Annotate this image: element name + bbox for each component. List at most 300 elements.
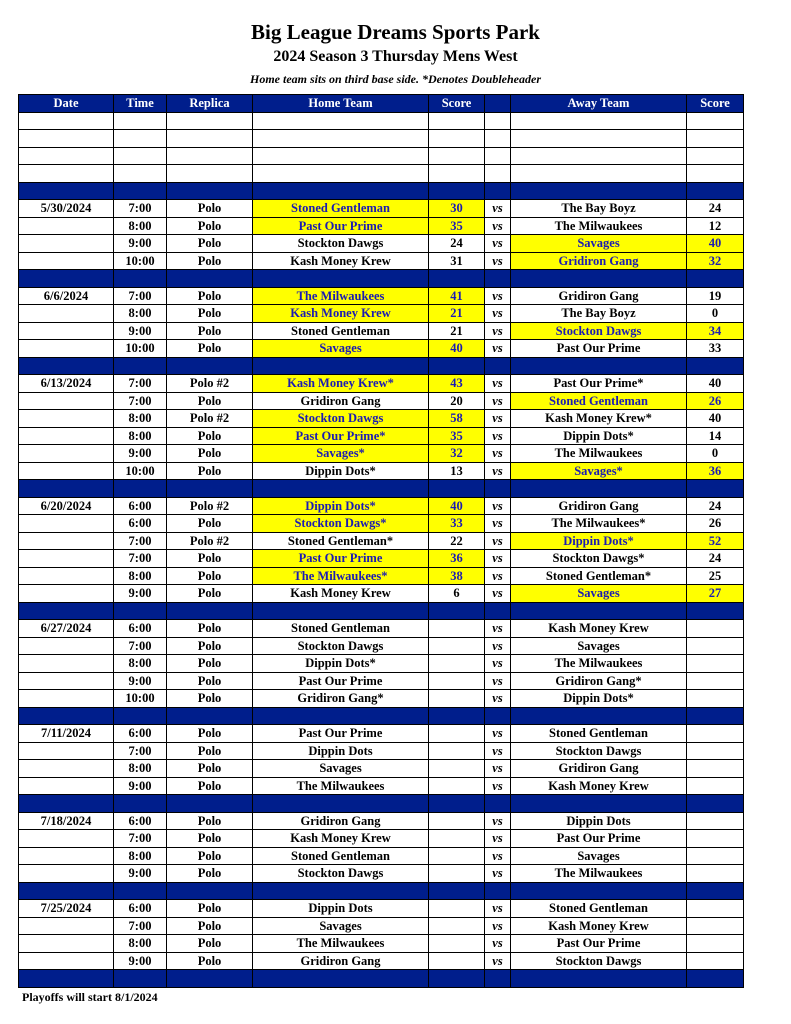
- home-score-cell: [429, 830, 485, 848]
- time-cell: 8:00: [114, 567, 167, 585]
- date-cell: [19, 392, 114, 410]
- home-score-cell: [429, 620, 485, 638]
- vs-cell: vs: [485, 917, 511, 935]
- away-score-cell: 32: [687, 252, 744, 270]
- away-score-cell: [687, 847, 744, 865]
- vs-cell: vs: [485, 427, 511, 445]
- separator-cell: [429, 480, 485, 498]
- away-score-cell: 40: [687, 410, 744, 428]
- blank-cell: [485, 130, 511, 148]
- separator-cell: [429, 707, 485, 725]
- date-cell: [19, 742, 114, 760]
- separator-cell: [167, 707, 253, 725]
- separator-cell: [511, 480, 687, 498]
- away-score-cell: 36: [687, 462, 744, 480]
- away-team-cell: Kash Money Krew: [511, 620, 687, 638]
- away-score-cell: 26: [687, 515, 744, 533]
- replica-cell: Polo: [167, 952, 253, 970]
- home-team-cell: Kash Money Krew: [253, 830, 429, 848]
- separator-cell: [19, 270, 114, 288]
- time-cell: 9:00: [114, 777, 167, 795]
- separator-cell: [253, 182, 429, 200]
- home-team-cell: Past Our Prime: [253, 725, 429, 743]
- column-header-home-score: Score: [429, 95, 485, 113]
- vs-cell: vs: [485, 672, 511, 690]
- home-score-cell: 32: [429, 445, 485, 463]
- separator-cell: [429, 602, 485, 620]
- separator-cell: [511, 602, 687, 620]
- time-cell: 10:00: [114, 340, 167, 358]
- away-team-cell: Gridiron Gang: [511, 497, 687, 515]
- date-cell: 7/11/2024: [19, 725, 114, 743]
- vs-cell: vs: [485, 585, 511, 603]
- vs-cell: vs: [485, 287, 511, 305]
- away-team-cell: The Bay Boyz: [511, 200, 687, 218]
- blank-cell: [511, 147, 687, 165]
- separator-cell: [429, 970, 485, 988]
- away-score-cell: 0: [687, 445, 744, 463]
- separator-cell: [167, 357, 253, 375]
- separator-cell: [114, 270, 167, 288]
- away-score-cell: [687, 917, 744, 935]
- separator-cell: [429, 270, 485, 288]
- away-team-cell: Past Our Prime: [511, 340, 687, 358]
- vs-cell: vs: [485, 777, 511, 795]
- date-cell: 6/13/2024: [19, 375, 114, 393]
- home-score-cell: [429, 690, 485, 708]
- game-row: [19, 585, 744, 603]
- blank-cell: [485, 165, 511, 183]
- separator-cell: [114, 707, 167, 725]
- replica-cell: Polo: [167, 917, 253, 935]
- separator-cell: [511, 795, 687, 813]
- home-team-cell: Savages: [253, 760, 429, 778]
- header-row: [19, 95, 744, 113]
- time-cell: 7:00: [114, 392, 167, 410]
- time-cell: 8:00: [114, 655, 167, 673]
- vs-cell: vs: [485, 462, 511, 480]
- date-cell: [19, 935, 114, 953]
- vs-cell: vs: [485, 812, 511, 830]
- home-team-cell: Dippin Dots*: [253, 462, 429, 480]
- away-team-cell: The Milwaukees: [511, 865, 687, 883]
- blank-row: [19, 165, 744, 183]
- time-cell: 7:00: [114, 375, 167, 393]
- separator-cell: [253, 270, 429, 288]
- blank-cell: [114, 130, 167, 148]
- away-score-cell: 25: [687, 567, 744, 585]
- game-row: [19, 445, 744, 463]
- home-team-cell: Gridiron Gang*: [253, 690, 429, 708]
- home-team-cell: Kash Money Krew: [253, 305, 429, 323]
- home-team-cell: Past Our Prime: [253, 217, 429, 235]
- week-separator-row: [19, 602, 744, 620]
- replica-cell: Polo: [167, 550, 253, 568]
- home-score-cell: 40: [429, 497, 485, 515]
- replica-cell: Polo: [167, 200, 253, 218]
- away-team-cell: The Milwaukees*: [511, 515, 687, 533]
- week-separator-row: [19, 357, 744, 375]
- away-score-cell: [687, 620, 744, 638]
- home-team-cell: Savages: [253, 340, 429, 358]
- time-cell: 10:00: [114, 462, 167, 480]
- home-score-cell: [429, 952, 485, 970]
- vs-cell: vs: [485, 725, 511, 743]
- replica-cell: Polo: [167, 760, 253, 778]
- home-team-cell: Savages: [253, 917, 429, 935]
- replica-cell: Polo: [167, 742, 253, 760]
- time-cell: 10:00: [114, 690, 167, 708]
- separator-cell: [167, 795, 253, 813]
- away-score-cell: [687, 865, 744, 883]
- separator-cell: [253, 707, 429, 725]
- home-team-cell: Stockton Dawgs*: [253, 515, 429, 533]
- vs-cell: vs: [485, 515, 511, 533]
- away-team-cell: Stockton Dawgs: [511, 322, 687, 340]
- vs-cell: vs: [485, 847, 511, 865]
- blank-cell: [429, 165, 485, 183]
- week-separator-row: [19, 970, 744, 988]
- home-score-cell: 31: [429, 252, 485, 270]
- game-row: [19, 690, 744, 708]
- replica-cell: Polo: [167, 340, 253, 358]
- away-team-cell: The Milwaukees: [511, 217, 687, 235]
- week-separator-row: [19, 707, 744, 725]
- blank-cell: [687, 147, 744, 165]
- blank-cell: [19, 112, 114, 130]
- vs-cell: vs: [485, 340, 511, 358]
- separator-cell: [485, 182, 511, 200]
- away-team-cell: Stockton Dawgs: [511, 742, 687, 760]
- separator-cell: [485, 707, 511, 725]
- vs-cell: vs: [485, 322, 511, 340]
- replica-cell: Polo: [167, 672, 253, 690]
- replica-cell: Polo: [167, 287, 253, 305]
- separator-cell: [687, 602, 744, 620]
- separator-cell: [19, 882, 114, 900]
- vs-cell: vs: [485, 375, 511, 393]
- date-cell: [19, 847, 114, 865]
- separator-cell: [167, 182, 253, 200]
- vs-cell: vs: [485, 742, 511, 760]
- away-team-cell: Savages*: [511, 462, 687, 480]
- home-score-cell: 40: [429, 340, 485, 358]
- date-cell: [19, 637, 114, 655]
- home-score-cell: [429, 742, 485, 760]
- home-score-cell: [429, 637, 485, 655]
- replica-cell: Polo: [167, 235, 253, 253]
- time-cell: 8:00: [114, 217, 167, 235]
- home-team-cell: The Milwaukees: [253, 935, 429, 953]
- separator-cell: [167, 602, 253, 620]
- away-team-cell: Stoned Gentleman: [511, 900, 687, 918]
- date-cell: [19, 445, 114, 463]
- game-row: [19, 305, 744, 323]
- home-team-cell: Stoned Gentleman: [253, 322, 429, 340]
- game-row: [19, 900, 744, 918]
- away-score-cell: [687, 672, 744, 690]
- away-score-cell: [687, 637, 744, 655]
- date-cell: [19, 217, 114, 235]
- home-score-cell: 30: [429, 200, 485, 218]
- replica-cell: Polo: [167, 217, 253, 235]
- game-row: [19, 830, 744, 848]
- game-row: [19, 532, 744, 550]
- home-team-cell: Dippin Dots: [253, 900, 429, 918]
- separator-cell: [19, 970, 114, 988]
- vs-cell: vs: [485, 200, 511, 218]
- separator-cell: [253, 480, 429, 498]
- separator-cell: [253, 602, 429, 620]
- blank-cell: [511, 130, 687, 148]
- separator-cell: [485, 795, 511, 813]
- home-score-cell: 33: [429, 515, 485, 533]
- time-cell: 7:00: [114, 200, 167, 218]
- time-cell: 9:00: [114, 322, 167, 340]
- blank-cell: [19, 165, 114, 183]
- time-cell: 9:00: [114, 672, 167, 690]
- column-header-away-score: Score: [687, 95, 744, 113]
- date-cell: [19, 690, 114, 708]
- game-row: [19, 200, 744, 218]
- home-team-cell: Stoned Gentleman: [253, 200, 429, 218]
- time-cell: 6:00: [114, 725, 167, 743]
- separator-cell: [167, 270, 253, 288]
- away-team-cell: Kash Money Krew: [511, 777, 687, 795]
- vs-cell: vs: [485, 865, 511, 883]
- date-cell: 7/18/2024: [19, 812, 114, 830]
- away-score-cell: 0: [687, 305, 744, 323]
- blank-cell: [485, 112, 511, 130]
- separator-cell: [429, 795, 485, 813]
- time-cell: 8:00: [114, 935, 167, 953]
- game-row: [19, 340, 744, 358]
- away-team-cell: Stockton Dawgs: [511, 952, 687, 970]
- home-team-cell: Kash Money Krew: [253, 252, 429, 270]
- time-cell: 6:00: [114, 497, 167, 515]
- replica-cell: Polo: [167, 847, 253, 865]
- home-score-cell: [429, 865, 485, 883]
- away-team-cell: Savages: [511, 585, 687, 603]
- replica-cell: Polo: [167, 305, 253, 323]
- home-team-cell: Dippin Dots: [253, 742, 429, 760]
- home-team-cell: Kash Money Krew: [253, 585, 429, 603]
- separator-cell: [19, 182, 114, 200]
- away-score-cell: 24: [687, 200, 744, 218]
- home-score-cell: 20: [429, 392, 485, 410]
- away-score-cell: [687, 935, 744, 953]
- separator-cell: [253, 882, 429, 900]
- separator-cell: [19, 602, 114, 620]
- game-row: [19, 655, 744, 673]
- away-team-cell: Past Our Prime: [511, 830, 687, 848]
- vs-cell: vs: [485, 305, 511, 323]
- week-separator-row: [19, 182, 744, 200]
- home-score-cell: [429, 917, 485, 935]
- game-row: [19, 410, 744, 428]
- date-cell: 6/20/2024: [19, 497, 114, 515]
- separator-cell: [19, 707, 114, 725]
- page-subtitle: 2024 Season 3 Thursday Mens West: [273, 48, 518, 65]
- away-score-cell: 24: [687, 550, 744, 568]
- separator-cell: [429, 882, 485, 900]
- separator-cell: [114, 357, 167, 375]
- date-cell: [19, 305, 114, 323]
- away-score-cell: 34: [687, 322, 744, 340]
- blank-row: [19, 130, 744, 148]
- game-row: [19, 515, 744, 533]
- game-row: [19, 375, 744, 393]
- game-row: [19, 847, 744, 865]
- vs-cell: vs: [485, 620, 511, 638]
- away-team-cell: Stoned Gentleman*: [511, 567, 687, 585]
- game-row: [19, 725, 744, 743]
- replica-cell: Polo: [167, 935, 253, 953]
- column-header-vs: [485, 95, 511, 113]
- home-team-cell: Stoned Gentleman: [253, 620, 429, 638]
- game-row: [19, 812, 744, 830]
- blank-cell: [429, 147, 485, 165]
- vs-cell: vs: [485, 252, 511, 270]
- vs-cell: vs: [485, 392, 511, 410]
- away-score-cell: 27: [687, 585, 744, 603]
- home-team-cell: Past Our Prime: [253, 550, 429, 568]
- date-cell: [19, 567, 114, 585]
- blank-cell: [167, 165, 253, 183]
- date-cell: [19, 322, 114, 340]
- vs-cell: vs: [485, 532, 511, 550]
- blank-cell: [114, 112, 167, 130]
- vs-cell: vs: [485, 655, 511, 673]
- separator-cell: [19, 480, 114, 498]
- separator-cell: [511, 270, 687, 288]
- separator-cell: [485, 480, 511, 498]
- away-score-cell: [687, 952, 744, 970]
- away-score-cell: [687, 830, 744, 848]
- separator-cell: [114, 882, 167, 900]
- separator-cell: [167, 882, 253, 900]
- game-row: [19, 322, 744, 340]
- blank-cell: [511, 112, 687, 130]
- time-cell: 7:00: [114, 550, 167, 568]
- game-row: [19, 620, 744, 638]
- separator-cell: [485, 357, 511, 375]
- home-score-cell: [429, 900, 485, 918]
- vs-cell: vs: [485, 637, 511, 655]
- blank-cell: [167, 147, 253, 165]
- separator-cell: [114, 480, 167, 498]
- blank-cell: [253, 165, 429, 183]
- date-cell: [19, 532, 114, 550]
- vs-cell: vs: [485, 410, 511, 428]
- blank-cell: [429, 130, 485, 148]
- date-cell: [19, 865, 114, 883]
- separator-cell: [253, 357, 429, 375]
- time-cell: 8:00: [114, 410, 167, 428]
- away-score-cell: 52: [687, 532, 744, 550]
- home-score-cell: 13: [429, 462, 485, 480]
- away-score-cell: [687, 690, 744, 708]
- separator-cell: [167, 480, 253, 498]
- game-row: [19, 550, 744, 568]
- away-team-cell: Gridiron Gang*: [511, 672, 687, 690]
- away-team-cell: Stockton Dawgs*: [511, 550, 687, 568]
- date-cell: [19, 427, 114, 445]
- column-header-home-team: Home Team: [253, 95, 429, 113]
- time-cell: 8:00: [114, 427, 167, 445]
- replica-cell: Polo: [167, 567, 253, 585]
- home-score-cell: 41: [429, 287, 485, 305]
- vs-cell: vs: [485, 760, 511, 778]
- vs-cell: vs: [485, 935, 511, 953]
- time-cell: 6:00: [114, 620, 167, 638]
- separator-cell: [253, 970, 429, 988]
- separator-cell: [114, 182, 167, 200]
- away-team-cell: The Bay Boyz: [511, 305, 687, 323]
- game-row: [19, 952, 744, 970]
- home-team-cell: Kash Money Krew*: [253, 375, 429, 393]
- away-score-cell: 40: [687, 235, 744, 253]
- away-score-cell: [687, 812, 744, 830]
- time-cell: 10:00: [114, 252, 167, 270]
- replica-cell: Polo: [167, 462, 253, 480]
- week-separator-row: [19, 480, 744, 498]
- separator-cell: [114, 795, 167, 813]
- home-score-cell: [429, 847, 485, 865]
- blank-cell: [485, 147, 511, 165]
- blank-cell: [253, 130, 429, 148]
- week-separator-row: [19, 882, 744, 900]
- vs-cell: vs: [485, 900, 511, 918]
- away-score-cell: [687, 655, 744, 673]
- separator-cell: [511, 882, 687, 900]
- home-team-cell: Past Our Prime: [253, 672, 429, 690]
- time-cell: 6:00: [114, 900, 167, 918]
- separator-cell: [687, 795, 744, 813]
- separator-cell: [429, 182, 485, 200]
- game-row: [19, 235, 744, 253]
- away-team-cell: Past Our Prime*: [511, 375, 687, 393]
- away-team-cell: Savages: [511, 847, 687, 865]
- away-team-cell: Dippin Dots: [511, 812, 687, 830]
- home-team-cell: The Milwaukees: [253, 777, 429, 795]
- time-cell: 7:00: [114, 532, 167, 550]
- separator-cell: [19, 795, 114, 813]
- blank-cell: [19, 130, 114, 148]
- time-cell: 7:00: [114, 287, 167, 305]
- column-header-away-team: Away Team: [511, 95, 687, 113]
- separator-cell: [511, 970, 687, 988]
- replica-cell: Polo: [167, 392, 253, 410]
- separator-cell: [253, 795, 429, 813]
- blank-cell: [114, 165, 167, 183]
- home-team-cell: The Milwaukees*: [253, 567, 429, 585]
- separator-cell: [19, 357, 114, 375]
- away-score-cell: 40: [687, 375, 744, 393]
- game-row: [19, 760, 744, 778]
- game-row: [19, 427, 744, 445]
- separator-cell: [114, 602, 167, 620]
- replica-cell: Polo: [167, 585, 253, 603]
- date-cell: 6/27/2024: [19, 620, 114, 638]
- column-header-time: Time: [114, 95, 167, 113]
- away-team-cell: Past Our Prime: [511, 935, 687, 953]
- date-cell: [19, 830, 114, 848]
- game-row: [19, 462, 744, 480]
- blank-row: [19, 147, 744, 165]
- game-row: [19, 287, 744, 305]
- blank-cell: [687, 165, 744, 183]
